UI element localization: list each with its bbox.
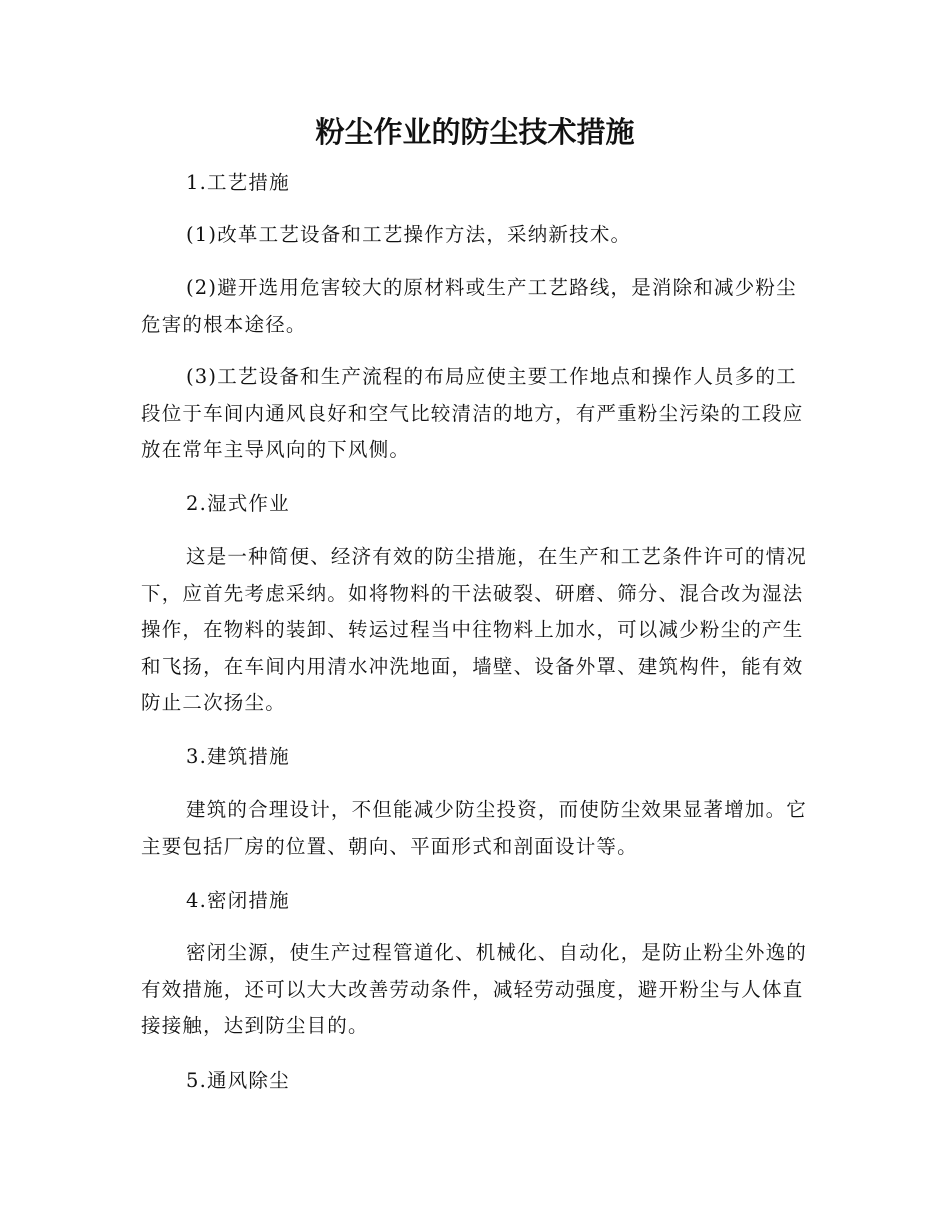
document-title: 粉尘作业的防尘技术措施: [315, 115, 635, 149]
section-heading-3: 3.建筑措施: [186, 745, 290, 768]
section-heading-2: 2.湿式作业: [186, 492, 290, 515]
paragraph: 密闭尘源，使生产过程管道化、机械化、自动化，是防止粉尘外逸的有效措施，还可以大大改善劳动条件，减轻劳动强度，避开粉尘与人体直接接触，达到防尘目的。: [141, 941, 808, 1037]
paragraph: (2)避开选用危害较大的原材料或生产工艺路线，是消除和减少粉尘危害的根本途径。: [141, 276, 797, 336]
paragraph: 这是一种简便、经济有效的防尘措施，在生产和工艺条件许可的情况下，应首先考虑采纳。如将物料的干法破裂、研磨、筛分、混合改为湿法操作，在物料的装卸、转运过程当中往物料上加水，可以减少粉尘的产生和飞扬，在车间内用清水冲洗地面，墙壁、设备外罩、建筑构件，能有效防止二次扬尘。: [141, 545, 808, 714]
section-heading-4: 4.密闭措施: [186, 889, 290, 912]
section-heading-1: 1.工艺措施: [186, 171, 290, 194]
paragraph: 建筑的合理设计，不但能减少防尘投资，而使防尘效果显著增加。它主要包括厂房的位置、朝向、平面形式和剖面设计等。: [141, 798, 808, 858]
section-heading-5: 5.通风除尘: [186, 1069, 290, 1092]
paragraph: (3)工艺设备和生产流程的布局应使主要工作地点和操作人员多的工段位于车间内通风良好和空气比较清洁的地方，有严重粉尘污染的工段应放在常年主导风向的下风侧。: [141, 365, 804, 461]
paragraph: (1)改革工艺设备和工艺操作方法，采纳新技术。: [186, 223, 632, 246]
